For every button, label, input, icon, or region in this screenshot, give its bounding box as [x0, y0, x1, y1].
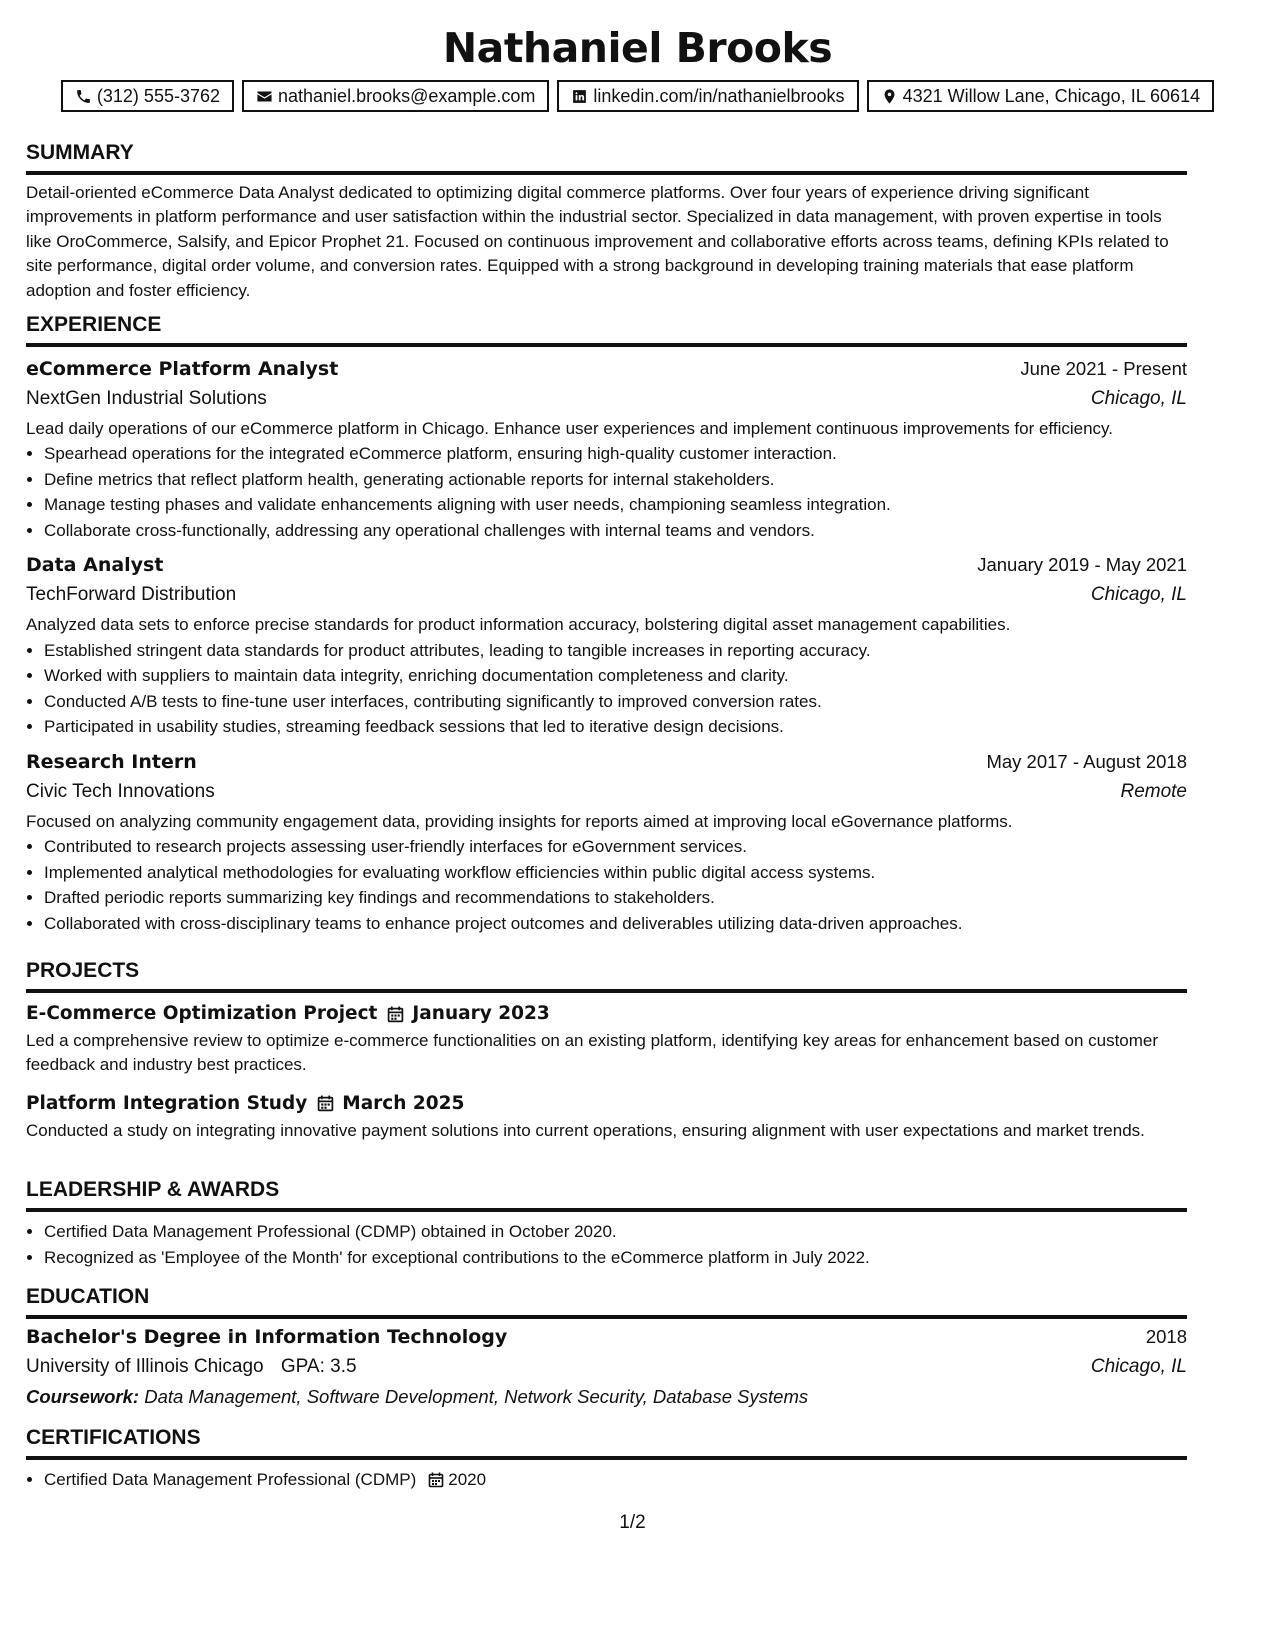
calendar-icon — [428, 1472, 444, 1488]
education-gpa: GPA: 3.5 — [280, 1356, 357, 1377]
education-coursework — [26, 1382, 1187, 1412]
page-number: 1/2 — [619, 1512, 646, 1533]
leadership-list — [26, 1219, 1187, 1270]
contact-address — [867, 80, 1215, 112]
job-summary: Focused on analyzing community engagement data, providing insights for reports aimed at improving local eGovernance platforms. — [26, 811, 1013, 831]
section-title-leadership: LEADERSHIP & AWARDS — [26, 1177, 1187, 1212]
education-location: Chicago, IL — [1090, 1356, 1187, 1377]
resume-page — [26, 20, 1249, 1533]
project-name: E-Commerce Optimization Project — [26, 1003, 378, 1024]
address-text: 4321 Willow Lane, Chicago, IL 60614 — [902, 86, 1201, 106]
project-description: Conducted a study on integrating innovative payment solutions into current operations, ensuring alignment with user expectations and market trends. — [26, 1120, 1145, 1140]
job-entry — [26, 550, 1187, 739]
project-entry — [26, 999, 1187, 1078]
job-company: TechForward Distribution — [26, 584, 237, 606]
job-title: Research Intern — [26, 750, 197, 773]
job-location: Chicago, IL — [1090, 388, 1187, 409]
job-summary: Lead daily operations of our eCommerce platform in Chicago. Enhance user experiences and implement continuous improvements for efficiency. — [26, 419, 1113, 438]
job-dates: May 2017 - August 2018 — [986, 750, 1187, 772]
contact-bar — [26, 80, 1249, 112]
section-title-experience: EXPERIENCE — [26, 312, 1187, 347]
certifications-section — [26, 1425, 1187, 1493]
job-location: Remote — [1120, 780, 1187, 802]
contact-linkedin[interactable] — [557, 80, 858, 112]
list-item: • Conducted A/B tests to fine-tune user interfaces, contributing significantly to improved conversion rates. — [44, 689, 1187, 715]
certifications-list — [26, 1467, 1187, 1493]
job-company: Civic Tech Innovations — [26, 780, 215, 802]
education-section — [26, 1284, 1187, 1412]
phone-icon — [75, 88, 92, 105]
education-year: 2018 — [1145, 1326, 1187, 1347]
list-item: • Drafted periodic reports summarizing key findings and recommendations to stakeholders. — [44, 885, 1187, 911]
job-title: eCommerce Platform Analyst — [26, 358, 339, 380]
linkedin-icon — [571, 88, 588, 105]
envelope-icon — [256, 88, 273, 105]
summary-text: Detail-oriented eCommerce Data Analyst dedicated to optimizing digital commerce platforms. Over four years of experience driving significant improvements in platform performance and user satisfaction within the industrial sector. Specialized in data management, with proven expertise in tools like OroCommerce, Salsify, and Epicor Prophet 21. Focused on continuous improvement and collaborative efforts across teams, defining KPIs related to site performance, digital order volume, and conversion rates. Equipped with a strong background in developing training materials that ease platform adoption and foster efficiency. — [26, 183, 1169, 300]
job-bullets — [26, 834, 1187, 936]
job-dates: June 2021 - Present — [1020, 358, 1187, 379]
list-item: • Collaborate cross-functionally, addressing any operational challenges with internal teams and vendors. — [44, 518, 1187, 544]
job-dates: January 2019 - May 2021 — [977, 554, 1187, 576]
education-degree: Bachelor's Degree in Information Technology — [26, 1326, 508, 1348]
coursework-list: Data Management, Software Development, Network Security, Database Systems — [144, 1386, 809, 1407]
cert-year: 2020 — [448, 1470, 487, 1489]
project-entry — [26, 1089, 1187, 1143]
email-text: nathaniel.brooks@example.com — [278, 86, 536, 106]
list-item: • Participated in usability studies, streaming feedback sessions that led to iterative design decisions. — [44, 714, 1187, 740]
job-entry — [26, 747, 1187, 936]
list-item: • Recognized as 'Employee of the Month' for exceptional contributions to the eCommerce platform in July 2022. — [44, 1245, 1187, 1271]
job-bullets — [26, 441, 1187, 543]
projects-section — [26, 958, 1187, 1143]
candidate-name: Nathaniel Brooks — [442, 24, 833, 72]
cert-name: • Certified Data Management Professional (CDMP) — [44, 1470, 417, 1489]
job-location: Chicago, IL — [1090, 584, 1187, 606]
linkedin-text: linkedin.com/in/nathanielbrooks — [593, 86, 845, 106]
section-title-certifications: CERTIFICATIONS — [26, 1425, 1187, 1460]
leadership-section — [26, 1177, 1187, 1270]
job-company: NextGen Industrial Solutions — [26, 388, 267, 409]
list-item: • Contributed to research projects assessing user-friendly interfaces for eGovernment services. — [44, 834, 1187, 860]
contact-email[interactable] — [242, 80, 549, 112]
list-item: • Worked with suppliers to maintain data integrity, enriching documentation completeness and clarity. — [44, 663, 1187, 689]
phone-text: (312) 555-3762 — [96, 86, 220, 106]
contact-phone[interactable] — [61, 80, 234, 112]
project-description: Led a comprehensive review to optimize e-commerce functionalities on an existing platform, identifying key areas for enhancement based on customer feedback and industry best practices. — [26, 1031, 1159, 1075]
list-item: • Established stringent data standards for product attributes, leading to tangible increases in reporting accuracy. — [44, 638, 1187, 664]
section-title-summary: SUMMARY — [26, 140, 1187, 175]
list-item: • Define metrics that reflect platform health, generating actionable reports for internal stakeholders. — [44, 467, 1187, 493]
section-title-education: EDUCATION — [26, 1284, 1187, 1319]
job-bullets — [26, 638, 1187, 740]
job-summary: Analyzed data sets to enforce precise standards for product information accuracy, bolstering digital asset management capabilities. — [26, 615, 1011, 635]
list-item: • Certified Data Management Professional (CDMP) obtained in October 2020. — [44, 1219, 1187, 1245]
project-date: March 2025 — [342, 1092, 465, 1114]
list-item — [44, 1467, 1187, 1493]
job-entry — [26, 354, 1187, 543]
project-name: Platform Integration Study — [26, 1092, 308, 1114]
section-title-projects: PROJECTS — [26, 958, 1187, 993]
coursework-label: Coursework: — [26, 1386, 140, 1407]
job-title: Data Analyst — [26, 554, 164, 577]
list-item: • Implemented analytical methodologies for evaluating workflow efficiencies within public digital access systems. — [44, 860, 1187, 886]
calendar-icon — [317, 1095, 334, 1112]
summary-section — [26, 140, 1187, 303]
education-school: University of Illinois Chicago — [26, 1356, 264, 1377]
list-item: • Manage testing phases and validate enhancements aligning with user needs, championing seamless integration. — [44, 492, 1187, 518]
calendar-icon — [387, 1006, 404, 1023]
list-item: • Spearhead operations for the integrated eCommerce platform, ensuring high-quality customer interaction. — [44, 441, 1187, 467]
map-pin-icon — [881, 88, 898, 105]
list-item: • Collaborated with cross-disciplinary teams to enhance project outcomes and deliverables utilizing data-driven approaches. — [44, 911, 1187, 937]
experience-section — [26, 312, 1187, 936]
project-date: January 2023 — [412, 1003, 550, 1024]
